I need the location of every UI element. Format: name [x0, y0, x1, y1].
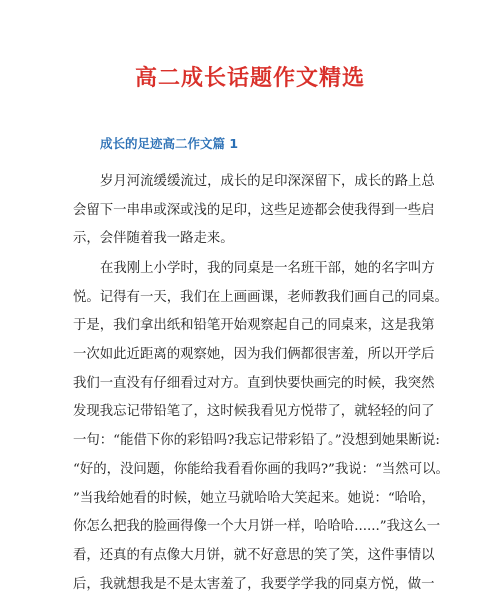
- text-line: 悦。记得有一天，我们在上画画课，老师教我们画自己的同桌。: [73, 289, 448, 305]
- text-line: 一句：“能借下你的彩铅吗?我忘记带彩铅了。”没想到她果断说:: [73, 433, 440, 449]
- text-line: 后，我就想我是不是太害羞了，我要学学我的同桌方悦，做一: [73, 576, 435, 592]
- document-title: 高二成长话题作文精选: [134, 66, 365, 91]
- essay-subtitle: 成长的足迹高二作文篇 1: [100, 136, 239, 151]
- text-line: 示，会伴随着我一路走来。: [73, 231, 234, 247]
- text-line: 发现我忘记带铅笔了，这时候我看见方悦带了，就轻轻的问了: [73, 404, 435, 420]
- paragraph: [73, 168, 433, 254]
- text-line: “好的，没问题，你能给我看看你画的我吗?”我说：“当然可以。: [73, 461, 449, 477]
- text-line: ”当我给她看的时候，她立马就哈哈大笑起来。她说：“哈哈，: [73, 490, 435, 506]
- text-line: 我们一直没有仔细看过对方。直到快要快画完的时候，我突然: [73, 375, 435, 391]
- text-line: 在我刚上小学时，我的同桌是一名班干部，她的名字叫方: [100, 261, 435, 276]
- text-line: 岁月河流缓缓流过，成长的足印深深留下，成长的路上总: [100, 174, 435, 189]
- text-line: 一次如此近距离的观察她，因为我们俩都很害羞，所以开学后: [73, 347, 435, 363]
- text-line: 会留下一串串或深或浅的足印，这些足迹都会使我得到一些启: [73, 202, 435, 218]
- text-line: 看，还真的有点像大月饼，就不好意思的笑了笑，这件事情以: [73, 547, 435, 563]
- paragraph: [73, 255, 449, 599]
- text-line: 你怎么把我的脸画得像一个大月饼一样，哈哈哈......”我这么一: [73, 519, 441, 535]
- text-line: 于是，我们拿出纸和铅笔开始观察起自己的同桌来，这是我第: [73, 318, 435, 334]
